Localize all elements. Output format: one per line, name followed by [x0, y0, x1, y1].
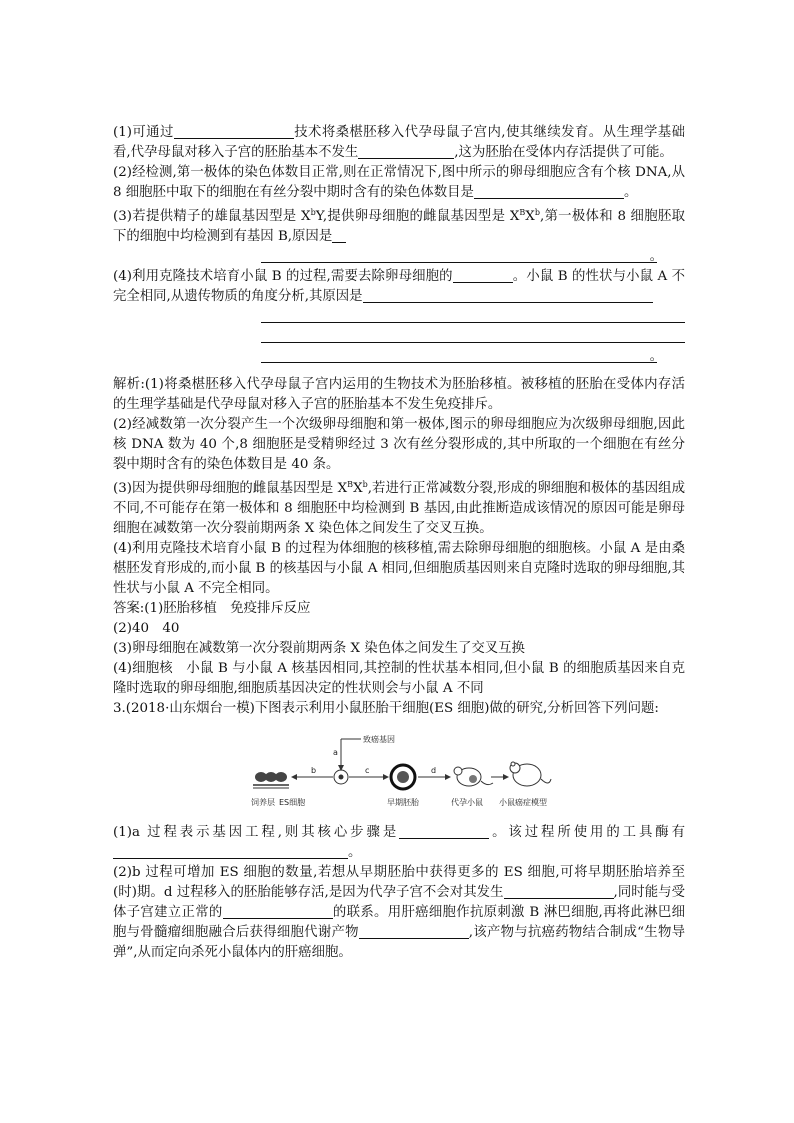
superscript: B [519, 208, 526, 217]
text: (3)若提供精子的雄鼠基因型是 X [113, 209, 311, 224]
feeder-layer-icon [253, 772, 289, 788]
text: (时)期。d 过程移入的胚胎能够存活,是因为代孕子宫不会对其发生 [113, 885, 504, 900]
text: 。 [623, 185, 638, 200]
answer-blank[interactable] [332, 228, 346, 243]
answer-line[interactable] [261, 247, 657, 263]
analysis-3 [113, 475, 685, 539]
question-3-part-2 [113, 863, 685, 963]
superscript: b [362, 480, 368, 489]
answer-blank[interactable] [363, 288, 653, 303]
tumor-model-mouse-icon [510, 762, 551, 786]
label-cancer-model: 小鼠癌症模型 [499, 798, 547, 807]
research-figure [113, 725, 685, 817]
answer-3: (3)卵母细胞在减数第一次分裂前期两条 X 染色体之间发生了交叉互换 [113, 641, 525, 656]
answer-line[interactable] [261, 347, 657, 363]
superscript: B [347, 480, 354, 489]
text: ,若进行正常减数分裂,形成的卵细胞和极体的基因组成不同,不可能存在第一极体和 8 细胞胚中均检测到 B 基因,由此推断造成该情况的原因可能是卵母细胞在减数第一次分裂前期两条 X 染色体之间发生了交叉互换。 [113, 481, 685, 536]
answer-4: (4)细胞核 小鼠 B 与小鼠 A 核基因相同,其控制的性状基本相同,但小鼠 B 的细胞质基因来自克隆时选取的卵母细胞,细胞质基因决定的性状则会与小鼠 A 不同 [113, 661, 685, 696]
text: ,这为胚胎在受体内存活提供了可能。 [454, 145, 673, 160]
text: (2)b 过程可增加 ES 细胞的数量,若想从早期胚胎中获得更多的 ES 细胞,可将早期胚胎培养至 [113, 865, 685, 880]
answer-blank[interactable] [113, 844, 348, 859]
text: 的联系。用肝癌细胞作抗原刺激 B 淋巴细胞,再将此淋巴细胞与骨髓瘤细胞融合后获得细胞代谢产物 [113, 905, 686, 940]
es-cell-diagram [243, 725, 553, 815]
question-3-part-1 [113, 823, 685, 863]
text: 。 [348, 845, 362, 860]
superscript: b [534, 208, 540, 217]
early-embryo-icon [391, 765, 415, 789]
text: X [525, 209, 535, 224]
analysis-1: 解析:(1)将桑椹胚移入代孕母鼠子宫内运用的生物技术为胚胎移植。被移植的胚胎在受体内存活的生理学基础是代孕母鼠对移入子宫的胚胎基本不发生免疫排斥。 [113, 377, 685, 412]
question-3-stem: 3.(2018·山东烟台一模)下图表示利用小鼠胚胎干细胞(ES 细胞)做的研究,分析回答下列问题: [113, 701, 659, 716]
label-oncogene: 致癌基因 [363, 735, 395, 744]
text: (4)利用克隆技术培育小鼠 B 的过程,需要去除卵母细胞的 [113, 269, 453, 284]
text: (3)因为提供卵母细胞的雌鼠基因型是 X [113, 481, 348, 496]
label-surrogate-mouse: 代孕小鼠 [451, 798, 483, 807]
question-2-prev [113, 163, 685, 203]
label-d: d [431, 766, 437, 775]
answer-2: (2)40 40 [113, 621, 180, 636]
text: X [353, 481, 363, 496]
answer-blank[interactable] [504, 884, 614, 899]
label-feeder-layer: 饲养层 [251, 798, 275, 807]
text: ,该产物与抗癌药物结合制成“生物导弹”,从而定向杀死小鼠体内的肝癌细胞。 [113, 925, 685, 960]
question-1-prev [113, 123, 685, 163]
text: 技术将桑椹胚移入代孕母鼠子宫内,使其继续发育。从生理学基础看,代孕母鼠对移入子宫的胚胎基本不发生 [113, 125, 685, 160]
text: (2)经检测,第一极体的染色体数目正常,则在正常情况下,图中所示的卵母细胞应含有 [113, 165, 604, 180]
label-c: c [365, 766, 370, 775]
period: 。 [649, 249, 663, 264]
label-a: a [333, 748, 338, 757]
label-es-cell: ES细胞 [279, 798, 306, 807]
analysis-4: (4)利用克隆技术培育小鼠 B 的过程为体细胞的核移植,需去除卵母细胞的细胞核。小鼠 A 是由桑椹胚发育形成的,而小鼠 B 的核基因与小鼠 A 相同,但细胞质基因则来自克隆时选取的卵母细胞,其性状与小鼠 A 不完全相同。 [113, 541, 685, 596]
text: 。该过程所使用的工具酶有 [489, 825, 686, 840]
text: 。小鼠 B 的性状与小鼠 A 不完全相同,从遗传物质的角度分析,其原因是 [113, 269, 685, 304]
surrogate-mouse-icon [454, 767, 493, 786]
question-4-prev [113, 267, 685, 307]
answer-blank[interactable] [359, 924, 469, 939]
analysis-2: (2)经减数第一次分裂产生一个次级卵母细胞和第一极体,图示的卵母细胞应为次级卵母细胞,因此核 DNA 数为 40 个,8 细胞胚是受精卵经过 3 次有丝分裂形成的,其中所取的一个细胞在有丝分裂中期时含有的染色体数目是 40 条。 [113, 417, 685, 472]
text: (1)可通过 [113, 125, 174, 140]
answer-line[interactable] [261, 327, 685, 343]
answer-1: 答案:(1)胚胎移植 免疫排斥反应 [113, 601, 311, 616]
answer-blank[interactable] [399, 824, 489, 839]
superscript: b [310, 208, 316, 217]
question-3-prev [113, 203, 685, 247]
answer-line[interactable] [261, 307, 685, 323]
label-early-embryo: 早期胚胎 [387, 798, 419, 807]
label-b: b [311, 766, 317, 775]
period: 。 [649, 349, 663, 364]
answer-blank[interactable] [453, 268, 513, 283]
document-page [113, 123, 685, 963]
text: ,同时能与受体子宫建立正常的 [113, 885, 685, 920]
answer-blank[interactable] [358, 144, 454, 159]
text: 个核 DNA,从 8 细胞胚中取下的细胞在有丝分裂中期时含有的染色体数目是 [113, 165, 685, 200]
text: Y,提供卵母细胞的雌鼠基因型是 X [315, 209, 520, 224]
answer-blank[interactable] [174, 124, 294, 139]
answer-blank[interactable] [223, 904, 333, 919]
text: ,第一极体和 8 细胞胚取下的细胞中均检测到有基因 B,原因是 [113, 209, 685, 244]
answer-blank[interactable] [474, 184, 624, 199]
text: (1)a 过程表示基因工程,则其核心步骤是 [113, 825, 400, 840]
